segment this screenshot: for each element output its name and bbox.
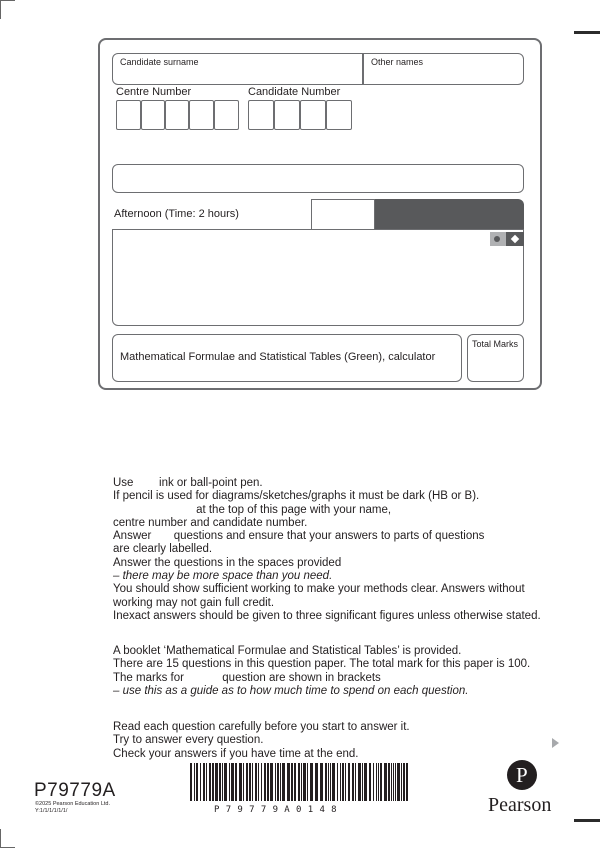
instruction-line: Check your answers if you have time at the end. [113,747,359,760]
barcode-bar [340,763,341,801]
barcode-bar [320,763,323,801]
barcode-bar [200,763,201,801]
barcode-bar [376,763,377,801]
barcode-bar [315,763,318,801]
instruction-line: Read each question carefully before you start to answer it. [113,721,410,733]
barcode-bar [209,763,211,801]
version-text: Y:1/1/1/1/1/1/ [35,808,68,814]
candidate-number-cell[interactable] [300,100,326,130]
candidate-number-cell[interactable] [326,100,352,130]
candidate-number-cell[interactable] [248,100,274,130]
barcode-bar [229,763,230,801]
barcode-bar [190,763,192,801]
crop-mark-bottom-left [0,829,15,848]
name-divider [362,54,364,84]
centre-number-label: Centre Number [116,86,192,98]
barcode-bar [355,763,356,801]
barcode-bar [397,763,400,801]
paper-reference-bar [375,199,524,231]
pearson-logo-icon: P [507,760,537,790]
barcode-bar [277,763,279,801]
instruction-line: The marks for question are shown in brackets [113,671,381,684]
barcode-icon [190,763,408,801]
instruction-line: – there may be more space than you need. [113,570,333,583]
barcode-bar [275,763,276,801]
margin-tick [574,819,600,822]
barcode-bar [325,763,327,801]
barcode-bar [291,763,293,801]
barcode-bar [391,763,392,801]
barcode-bar [264,763,266,801]
barcode-bar [239,763,242,801]
centre-number-cell[interactable] [189,100,214,130]
barcode-bar [222,763,223,801]
copyright-text: ©2025 Pearson Education Ltd. [35,801,110,807]
instruction-line: centre number and candidate number. [113,516,308,529]
instruction-line: are clearly labelled. [113,543,213,556]
barcode-bar [280,763,281,801]
instructions-list [113,477,541,623]
barcode-bar [384,763,387,801]
next-page-arrow-icon [552,738,559,748]
candidate-number-label: Candidate Number [248,86,341,98]
instruction-line: working may not gain full credit. [113,596,275,609]
barcode-bar [388,763,390,801]
barcode-bar [328,763,329,801]
margin-tick [574,31,600,34]
barcode-bar [303,763,306,801]
paper-reference-box [311,199,375,230]
barcode-bar [380,763,382,801]
session-label: Afternoon (Time: 2 hours) [114,208,239,220]
total-marks-label: Total Marks [472,339,519,349]
instruction-line: A booklet ‘Mathematical Formulae and Statistical Tables’ is provided. [113,645,462,657]
barcode-bar [267,763,269,801]
barcode-bar [206,763,207,801]
barcode-bar [395,763,396,801]
materials-label: Mathematical Formulae and Statistical Tables (Green), calculator [120,351,436,363]
barcode-bar [249,763,251,801]
instruction-line: Use ink or ball-point pen. [113,477,263,489]
barcode-bar [358,763,361,801]
paper-title-box [112,229,524,326]
centre-number-cell[interactable] [116,100,141,130]
instruction-line: Answer the questions in the spaces provided [113,556,342,569]
instruction-line: at the top of this page with your name, [113,503,392,516]
centre-number-cell[interactable] [165,100,189,130]
barcode-bar [362,763,363,801]
barcode-bar [219,763,221,801]
barcode-bar [330,763,331,801]
barcode-bar [294,763,296,801]
barcode-bar [373,763,374,801]
barcode-bar [255,763,257,801]
candidate-number-cell[interactable] [274,100,300,130]
barcode-bar [401,763,402,801]
brand-name: Pearson [488,794,552,816]
barcode-bar [337,763,338,801]
instruction-line: Answer questions and ensure that your answers to parts of questions [113,530,485,543]
information-list [113,645,530,698]
barcode-bar [369,763,371,801]
barcode-bar [270,763,273,801]
paper-code: P79779A [34,780,116,801]
barcode-bar [298,763,300,801]
barcode-bar [246,763,248,801]
barcode-bar [342,763,344,801]
instruction-line: You should show sufficient working to make your methods clear. Answers without [113,583,525,596]
barcode-bar [203,763,205,801]
barcode-bar [252,763,253,801]
barcode-bar [332,763,335,801]
barcode-bar [378,763,379,801]
barcode-bar [352,763,354,801]
barcode-bar [406,763,408,801]
candidate-surname-label: Candidate surname [120,57,199,67]
barcode-bar [194,763,195,801]
barcode-bar [243,763,244,801]
barcode-bar [196,763,198,801]
barcode-bar [348,763,350,801]
instruction-line: If pencil is used for diagrams/sketches/graphs it must be dark (HB or B). [113,490,480,503]
barcode-bar [261,763,262,801]
instruction-line: Try to answer every question. [113,734,264,747]
barcode-bar [310,763,313,801]
centre-number-cell[interactable] [214,100,239,130]
other-names-label: Other names [371,57,424,67]
barcode-bar [235,763,237,801]
subject-title-box [112,164,524,193]
dot-icon [494,236,500,242]
barcode-number: P79779A0148 [214,805,343,815]
barcode-bar [345,763,346,801]
barcode-bar [364,763,367,801]
barcode-bar [231,763,234,801]
barcode-bar [307,763,308,801]
barcode-bar [224,763,227,801]
barcode-bar [393,763,394,801]
instruction-line: – use this as a guide as to how much time to spend on each question. [113,684,469,697]
barcode-bar [258,763,259,801]
barcode-bar [215,763,218,801]
barcode-bar [282,763,285,801]
instruction-line: Inexact answers should be given to three significant figures unless otherwise stated. [113,609,541,622]
barcode-bar [301,763,302,801]
advice-list [113,721,410,761]
barcode-bar [403,763,405,801]
barcode-bar [212,763,214,801]
barcode-bar [287,763,290,801]
centre-number-cell[interactable] [141,100,165,130]
instruction-line: There are 15 questions in this question paper. The total mark for this paper is 100. [113,658,531,671]
crop-mark-top-left [0,0,15,19]
